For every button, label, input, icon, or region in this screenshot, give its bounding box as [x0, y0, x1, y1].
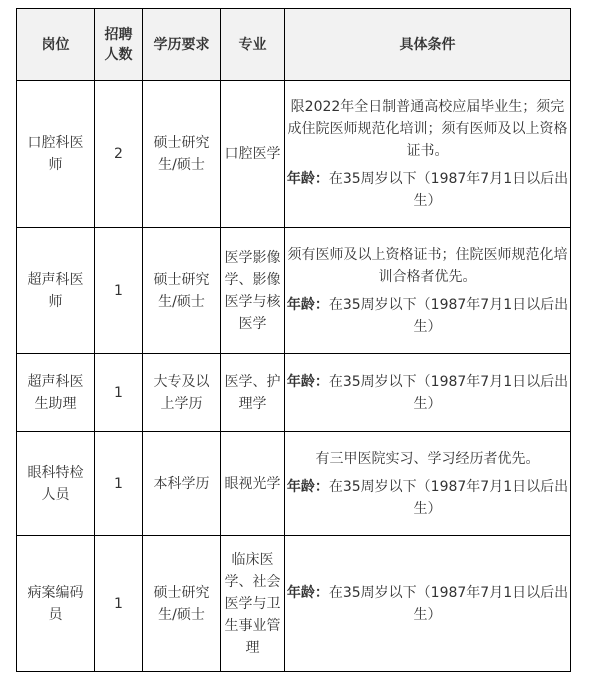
- table-row: [17, 432, 571, 536]
- header-education: 学历要求: [143, 9, 221, 81]
- cell-education: [143, 81, 221, 228]
- education-text: 本科学历: [153, 475, 210, 492]
- age-label: 年龄：: [286, 296, 329, 313]
- cell-count: 1: [95, 228, 143, 354]
- cell-conditions: [285, 81, 571, 228]
- cell-position: [17, 536, 95, 672]
- header-major: 专业: [221, 9, 285, 81]
- cell-position: [17, 432, 95, 536]
- age-label: 年龄：: [286, 373, 329, 390]
- cell-major: 医学影像学、影像医学与核医学: [221, 228, 285, 354]
- age-line: [285, 168, 570, 212]
- cell-major: 口腔医学: [221, 81, 285, 228]
- header-conditions: 具体条件: [285, 9, 571, 81]
- position-text: 口腔科医师: [27, 135, 84, 173]
- age-line: [285, 582, 570, 626]
- table-header-row: [17, 9, 571, 81]
- age-line: [285, 294, 570, 338]
- table-row: [17, 81, 571, 228]
- table-row: [17, 536, 571, 672]
- position-text: 眼科特检人员: [27, 464, 84, 503]
- age-label: 年龄：: [286, 171, 329, 187]
- education-text: 硕士研究生/硕士: [153, 135, 210, 173]
- cell-count: 1: [95, 354, 143, 432]
- cell-conditions: [285, 354, 571, 432]
- cell-education: [143, 432, 221, 536]
- age-label: 年龄：: [286, 584, 329, 601]
- requirement-text: 有三甲医院实习、学习经历者优先。: [315, 450, 540, 467]
- education-text: 硕士研究生/硕士: [153, 271, 210, 310]
- recruitment-table: [16, 8, 571, 672]
- cell-position: [17, 354, 95, 432]
- cell-position: [17, 228, 95, 354]
- position-text: 病案编码员: [27, 584, 84, 623]
- age-line: [285, 476, 570, 520]
- age-text: 在35周岁以下（1987年7月1日以后出生）: [328, 171, 569, 209]
- table-row: [17, 228, 571, 354]
- cell-count: 1: [95, 536, 143, 672]
- header-position: 岗位: [17, 9, 95, 81]
- cell-conditions: [285, 228, 571, 354]
- position-text: 超声科医生助理: [27, 373, 84, 412]
- cell-major: 医学、护理学: [221, 354, 285, 432]
- cell-conditions: [285, 536, 571, 672]
- cell-major: 眼视光学: [221, 432, 285, 536]
- age-line: [285, 371, 570, 415]
- age-text: 在35周岁以下（1987年7月1日以后出生）: [328, 584, 569, 623]
- age-text: 在35周岁以下（1987年7月1日以后出生）: [328, 478, 569, 517]
- header-count: [95, 9, 143, 81]
- cell-position: [17, 81, 95, 228]
- table-row: [17, 354, 571, 432]
- header-count-text: 招聘人数: [104, 26, 133, 63]
- position-text: 超声科医师: [27, 271, 84, 310]
- cell-education: [143, 354, 221, 432]
- requirement-text: 限2022年全日制普通高校应届毕业生；须完成住院医师规范化培训；须有医师及以上资格证书。: [287, 99, 568, 159]
- age-text: 在35周岁以下（1987年7月1日以后出生）: [328, 373, 569, 412]
- cell-education: [143, 536, 221, 672]
- age-text: 在35周岁以下（1987年7月1日以后出生）: [328, 296, 569, 335]
- cell-conditions: [285, 432, 571, 536]
- requirement-text: 须有医师及以上资格证书；住院医师规范化培训合格者优先。: [287, 246, 568, 285]
- cell-count: 1: [95, 432, 143, 536]
- education-text: 大专及以上学历: [153, 373, 210, 412]
- cell-major: 临床医学、社会医学与卫生事业管理: [221, 536, 285, 672]
- education-text: 硕士研究生/硕士: [153, 584, 210, 623]
- cell-education: [143, 228, 221, 354]
- cell-count: 2: [95, 81, 143, 228]
- age-label: 年龄：: [286, 478, 329, 495]
